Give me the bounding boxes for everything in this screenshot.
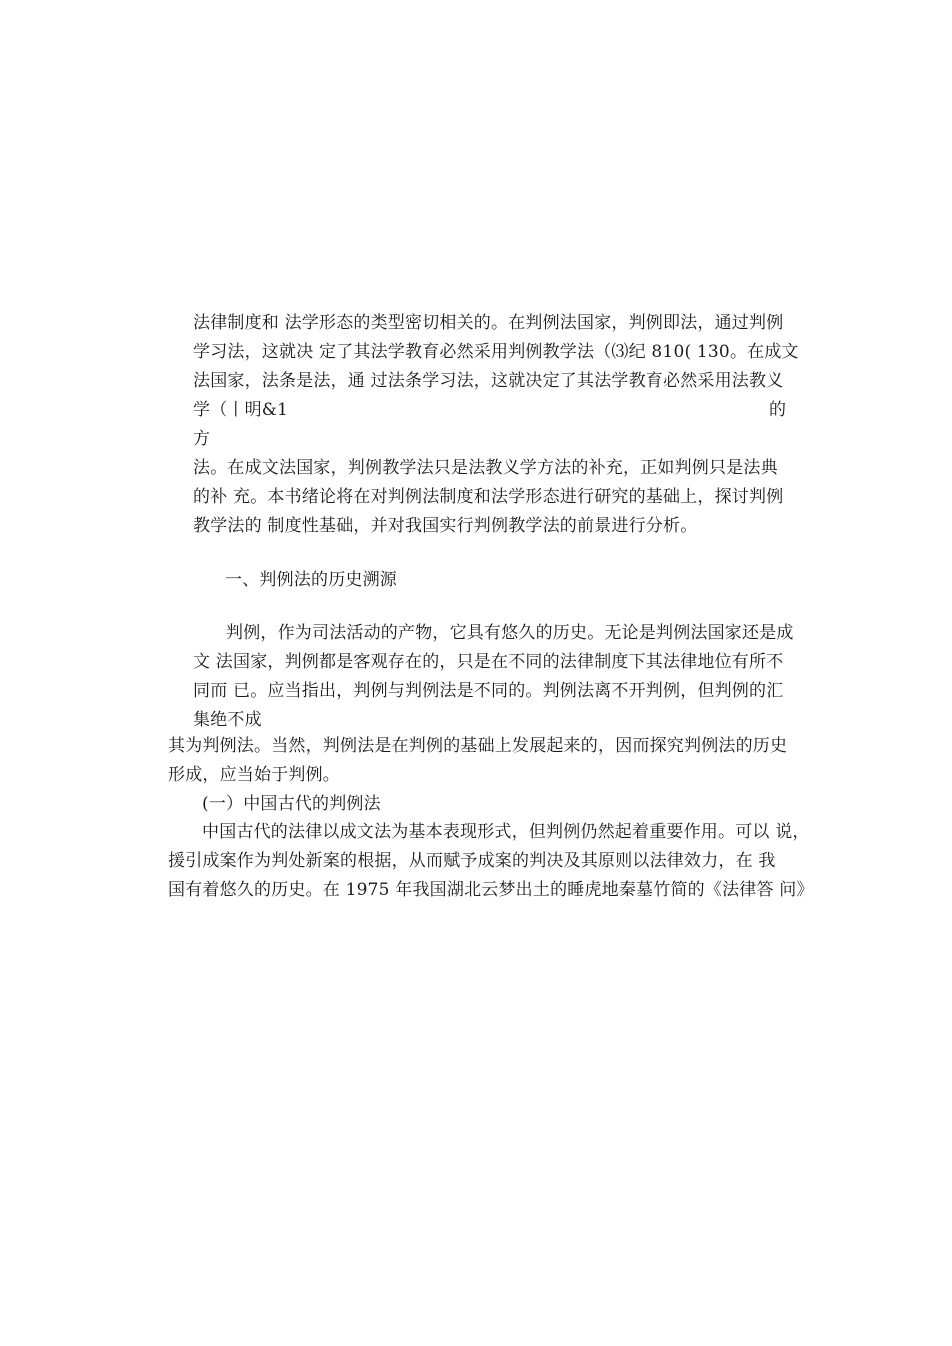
- paragraph-4-line-1: 中国古代的法律以成文法为基本表现形式，但判例仍然起着重要作用。可以 说，: [202, 822, 810, 842]
- paragraph-4-line-3: 国有着悠久的历史。在 1975 年我国湖北云梦出土的睡虎地秦墓竹简的《法律答 问》: [168, 880, 814, 900]
- paragraph-2-line-3: 教学法的 制度性基础，并对我国实行判例教学法的前景进行分析。: [193, 516, 698, 536]
- paragraph-1-line-4-right: 的: [769, 400, 787, 420]
- paragraph-2-line-2: 的补 充。本书绪论将在对判例法制度和法学形态进行研究的基础上，探讨判例: [193, 487, 784, 507]
- paragraph-1-line-5: 方: [193, 429, 211, 449]
- paragraph-3-line-3: 同而 已。应当指出，判例与判例法是不同的。判例法离不开判例，但判例的汇: [193, 681, 784, 701]
- paragraph-4-line-2: 援引成案作为判处新案的根据，从而赋予成案的判决及其原则以法律效力，在 我: [168, 851, 776, 871]
- paragraph-2-line-1: 法。在成文法国家，判例教学法只是法教义学方法的补充，正如判例只是法典: [193, 458, 778, 478]
- section-heading: 一、判例法的历史溯源: [225, 570, 397, 590]
- paragraph-1-line-2: 学习法，这就决 定了其法学教育必然采用判例教学法（⑶纪 810( 130。在成文: [193, 342, 799, 362]
- paragraph-3-line-6: 形成，应当始于判例。: [168, 765, 340, 785]
- paragraph-3-line-5: 其为判例法。当然，判例法是在判例的基础上发展起来的，因而探究判例法的历史: [168, 736, 788, 756]
- paragraph-3-line-1: 判例，作为司法活动的产物，它具有悠久的历史。无论是判例法国家还是成: [226, 623, 794, 643]
- subsection-heading: (一）中国古代的判例法: [202, 794, 381, 814]
- paragraph-3-line-4: 集绝不成: [193, 710, 262, 730]
- paragraph-1-line-1: 法律制度和 法学形态的类型密切相关的。在判例法国家，判例即法，通过判例: [193, 313, 784, 333]
- paragraph-1-line-4-left: 学（丨明&1: [193, 400, 289, 420]
- paragraph-3-line-2: 文 法国家，判例都是客观存在的，只是在不同的法律制度下其法律地位有所不: [193, 652, 784, 672]
- paragraph-1-line-3: 法国家，法条是法，通 过法条学习法，这就决定了其法学教育必然采用法教义: [193, 371, 784, 391]
